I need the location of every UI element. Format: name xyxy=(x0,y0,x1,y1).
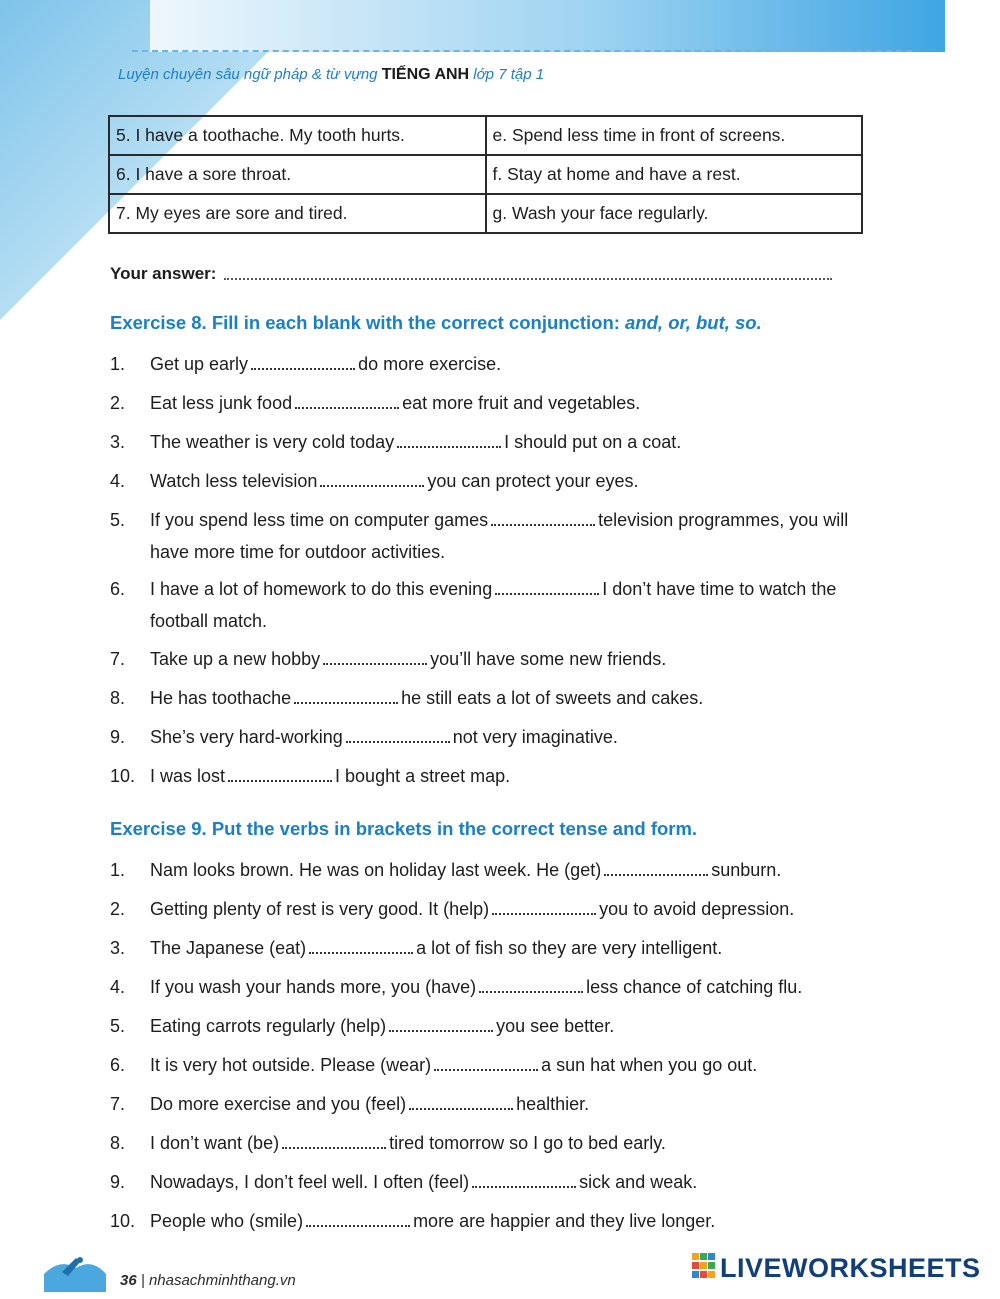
answer-blank[interactable] xyxy=(320,469,424,487)
exercise-9-title xyxy=(110,818,697,840)
item-number: 9. xyxy=(110,727,126,747)
item-text-before: It is very hot outside. Please (wear) xyxy=(150,1055,432,1075)
item-text-after: you to avoid depression. xyxy=(599,899,795,919)
answer-blank[interactable] xyxy=(295,391,399,409)
item-number: 10. xyxy=(110,766,136,786)
item-number: 2. xyxy=(110,899,126,919)
item-text-before: I was lost xyxy=(150,766,226,786)
item-text-after: sick and weak. xyxy=(579,1172,698,1192)
item-text-before: Watch less television xyxy=(150,471,318,491)
page-footer xyxy=(120,1272,296,1289)
table-row xyxy=(109,116,862,155)
table-cell-advice: f. Stay at home and have a rest. xyxy=(486,155,863,194)
item-number: 1. xyxy=(110,354,126,374)
exercise-8-item xyxy=(110,504,862,568)
table-cell-advice: g. Wash your face regularly. xyxy=(486,194,863,233)
answer-blank[interactable] xyxy=(604,858,708,876)
item-text-before: Get up early xyxy=(150,354,249,374)
item-number: 3. xyxy=(110,432,126,452)
answer-blank[interactable] xyxy=(495,577,599,595)
item-number: 3. xyxy=(110,938,126,958)
footer-separator: | xyxy=(140,1272,145,1289)
table-cell-problem: 7. My eyes are sore and tired. xyxy=(109,194,486,233)
exercise-9-item xyxy=(110,854,862,886)
item-text-before: People who (smile) xyxy=(150,1211,304,1231)
exercise-8-title xyxy=(110,312,762,334)
exercise-8-item xyxy=(110,682,862,714)
item-text-before: She’s very hard-working xyxy=(150,727,343,747)
answer-blank[interactable] xyxy=(346,725,450,743)
page-number: 36 xyxy=(120,1272,137,1289)
your-answer-line xyxy=(110,262,832,284)
item-number: 4. xyxy=(110,977,126,997)
exercise-8-item xyxy=(110,760,862,792)
liveworksheets-logo-icon xyxy=(692,1253,716,1284)
exercise-9-item xyxy=(110,1049,862,1081)
item-text-before: The Japanese (eat) xyxy=(150,938,307,958)
your-answer-field[interactable] xyxy=(224,278,832,280)
header-title-suffix: lớp 7 tập 1 xyxy=(473,66,545,83)
your-answer-label: Your answer: xyxy=(110,264,217,283)
answer-blank[interactable] xyxy=(309,936,413,954)
item-number: 4. xyxy=(110,471,126,491)
header-title-bold: TIẾNG ANH xyxy=(381,66,470,83)
item-number: 7. xyxy=(110,649,126,669)
item-text-before: He has toothache xyxy=(150,688,292,708)
exercise-8-item xyxy=(110,721,862,753)
exercise-8-item xyxy=(110,573,862,637)
table-cell-problem: 6. I have a sore throat. xyxy=(109,155,486,194)
answer-blank[interactable] xyxy=(294,686,398,704)
exercise-8-item xyxy=(110,465,862,497)
item-text-before: If you spend less time on computer games xyxy=(150,510,489,530)
header-title-prefix: Luyện chuyên sâu ngữ pháp & từ vựng xyxy=(118,66,378,83)
item-text-after: I should put on a coat. xyxy=(504,432,682,452)
answer-blank[interactable] xyxy=(323,647,427,665)
item-number: 8. xyxy=(110,1133,126,1153)
item-text-after: television programmes, you will have more time for outdoor activities. xyxy=(150,510,849,562)
item-text-after: not very imaginative. xyxy=(452,727,618,747)
item-text-before: If you wash your hands more, you (have) xyxy=(150,977,477,997)
item-text-after: a lot of fish so they are very intelligent. xyxy=(416,938,723,958)
item-number: 5. xyxy=(110,510,126,530)
page-header xyxy=(118,66,544,84)
exercise-9-item xyxy=(110,893,862,925)
answer-blank[interactable] xyxy=(251,352,355,370)
item-text-before: I don’t want (be) xyxy=(150,1133,280,1153)
item-text-after: you see better. xyxy=(496,1016,615,1036)
item-text-before: Take up a new hobby xyxy=(150,649,321,669)
exercise-9-item xyxy=(110,1166,862,1198)
item-number: 8. xyxy=(110,688,126,708)
exercise-8-title-text: Exercise 8. Fill in each blank with the correct conjunction: xyxy=(110,312,620,333)
item-text-after: a sun hat when you go out. xyxy=(541,1055,758,1075)
exercise-9-item xyxy=(110,1205,862,1237)
item-number: 9. xyxy=(110,1172,126,1192)
item-text-before: Nam looks brown. He was on holiday last week. He (get) xyxy=(150,860,602,880)
item-number: 2. xyxy=(110,393,126,413)
item-text-after: healthier. xyxy=(516,1094,590,1114)
item-text-before: I have a lot of homework to do this evening xyxy=(150,579,493,599)
answer-blank[interactable] xyxy=(397,430,501,448)
table-cell-problem: 5. I have a toothache. My tooth hurts. xyxy=(109,116,486,155)
exercise-8-item xyxy=(110,348,862,380)
answer-blank[interactable] xyxy=(389,1014,493,1032)
table-row xyxy=(109,194,862,233)
item-text-after: sunburn. xyxy=(711,860,782,880)
publisher-site: nhasachminhthang.vn xyxy=(148,1272,296,1289)
item-text-after: I don’t have time to watch the football match. xyxy=(150,579,837,631)
exercise-9-item xyxy=(110,1088,862,1120)
exercise-9-item xyxy=(110,1010,862,1042)
item-text-after: more are happier and they live longer. xyxy=(413,1211,716,1231)
item-number: 6. xyxy=(110,1055,126,1075)
item-text-before: Nowadays, I don’t feel well. I often (feel) xyxy=(150,1172,470,1192)
item-number: 6. xyxy=(110,579,126,599)
exercise-8-title-words: and, or, but, so. xyxy=(625,312,762,333)
header-band xyxy=(150,0,945,52)
exercise-9-title-text: Exercise 9. Put the verbs in brackets in the correct tense and form. xyxy=(110,818,698,839)
exercise-8-item xyxy=(110,643,862,675)
liveworksheets-wordmark: LIVEWORKSHEETS xyxy=(720,1252,981,1283)
liveworksheets-brand xyxy=(692,1253,981,1283)
item-number: 1. xyxy=(110,860,126,880)
item-text-after: you’ll have some new friends. xyxy=(430,649,667,669)
item-number: 7. xyxy=(110,1094,126,1114)
item-text-before: Eat less junk food xyxy=(150,393,293,413)
item-text-after: he still eats a lot of sweets and cakes. xyxy=(401,688,704,708)
item-text-after: I bought a street map. xyxy=(335,766,511,786)
answer-blank[interactable] xyxy=(409,1092,513,1110)
header-dashed-line xyxy=(132,50,912,52)
item-text-before: The weather is very cold today xyxy=(150,432,395,452)
table-row xyxy=(109,155,862,194)
publisher-logo-icon xyxy=(40,1252,110,1299)
answer-blank[interactable] xyxy=(472,1170,576,1188)
answer-blank[interactable] xyxy=(492,897,596,915)
exercise-8-item xyxy=(110,387,862,419)
answer-blank[interactable] xyxy=(228,764,332,782)
answer-blank[interactable] xyxy=(306,1209,410,1227)
matching-table xyxy=(108,115,863,234)
item-text-before: Getting plenty of rest is very good. It (help) xyxy=(150,899,490,919)
item-text-after: eat more fruit and vegetables. xyxy=(402,393,641,413)
item-text-after: do more exercise. xyxy=(358,354,502,374)
exercise-8-item xyxy=(110,426,862,458)
table-cell-advice: e. Spend less time in front of screens. xyxy=(486,116,863,155)
item-text-after: you can protect your eyes. xyxy=(427,471,639,491)
answer-blank[interactable] xyxy=(491,508,595,526)
answer-blank[interactable] xyxy=(282,1131,386,1149)
answer-blank[interactable] xyxy=(479,975,583,993)
item-text-before: Do more exercise and you (feel) xyxy=(150,1094,407,1114)
item-number: 5. xyxy=(110,1016,126,1036)
exercise-9-item xyxy=(110,971,862,1003)
item-text-before: Eating carrots regularly (help) xyxy=(150,1016,387,1036)
answer-blank[interactable] xyxy=(434,1053,538,1071)
item-text-after: less chance of catching flu. xyxy=(586,977,803,997)
exercise-9-item xyxy=(110,1127,862,1159)
exercise-9-item xyxy=(110,932,862,964)
item-text-after: tired tomorrow so I go to bed early. xyxy=(389,1133,666,1153)
item-number: 10. xyxy=(110,1211,136,1231)
